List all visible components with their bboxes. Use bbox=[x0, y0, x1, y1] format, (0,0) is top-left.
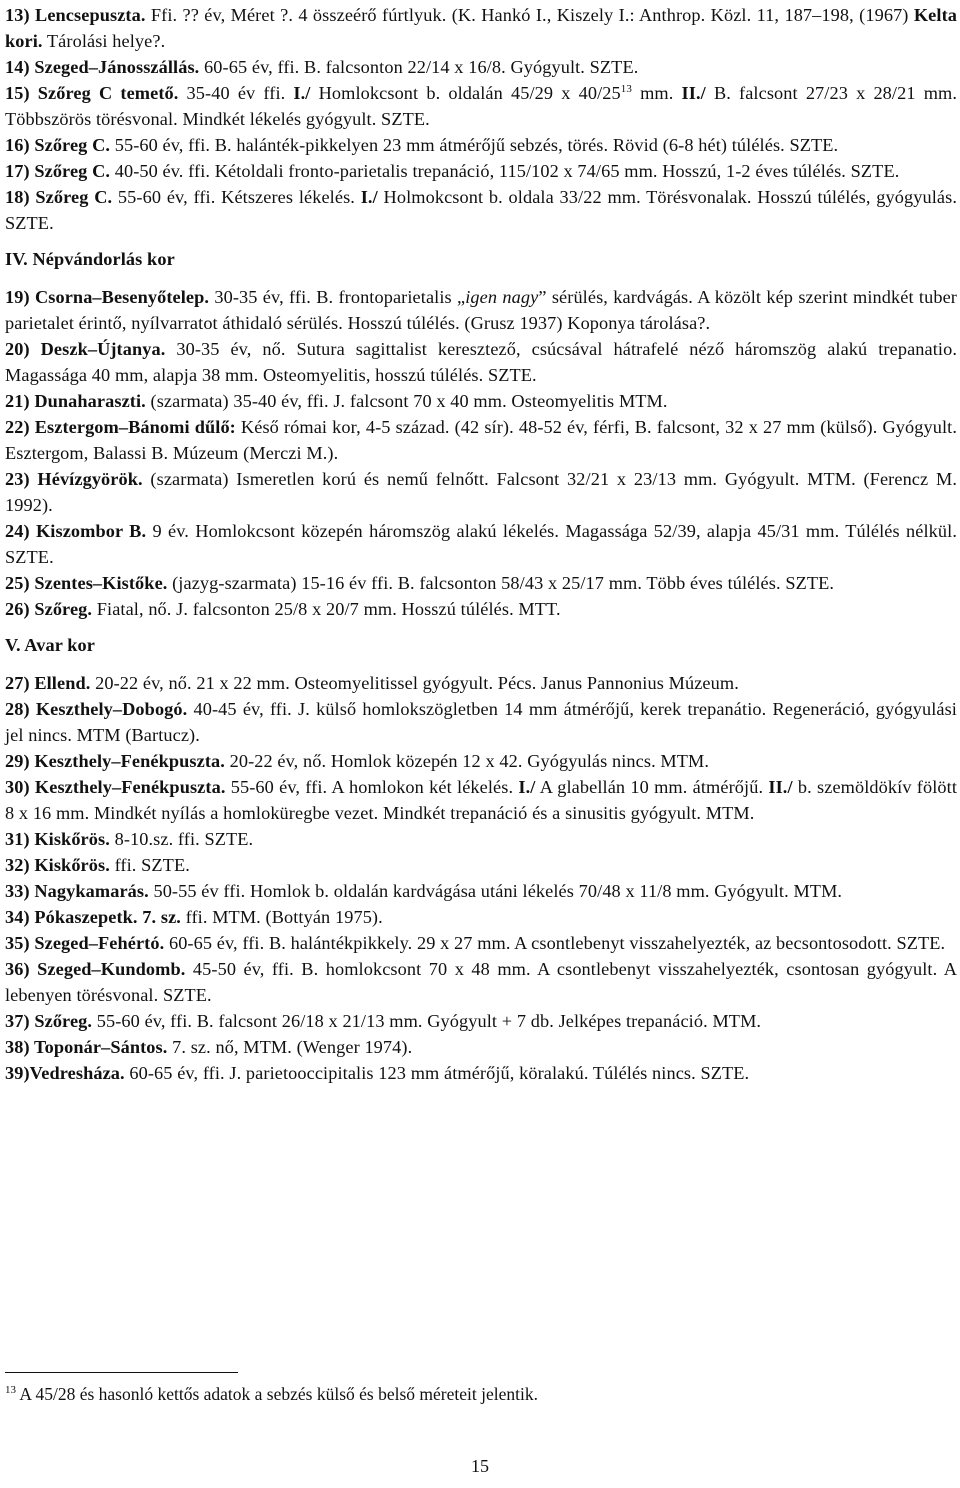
entry-24 bbox=[5, 518, 957, 570]
entry-heading: 20) Deszk–Újtanya. bbox=[5, 339, 166, 359]
footnote-divider bbox=[5, 1372, 238, 1373]
entry-text: 60-65 év, ffi. J. parietooccipitalis 123 mm átmérőjű, köralakú. Túlélés nincs. SZTE. bbox=[124, 1063, 750, 1083]
page-content bbox=[5, 2, 957, 1086]
entry-heading: 14) Szeged–Jánosszállás. bbox=[5, 57, 200, 77]
entry-heading: 35) Szeged–Fehértó. bbox=[5, 933, 165, 953]
entry-text: 55-60 év, ffi. Kétszeres lékelés. bbox=[112, 187, 361, 207]
entry-31 bbox=[5, 826, 957, 852]
entry-heading: 23) Hévízgyörök. bbox=[5, 469, 143, 489]
entry-text: 55-60 év, ffi. B. halánték-pikkelyen 23 mm átmérőjű sebzés, törés. Rövid (6-8 hét) túlélés. SZTE. bbox=[110, 135, 839, 155]
entry-heading: 29) Keszthely–Fenékpuszta. bbox=[5, 751, 225, 771]
entry-text: 20-22 év, nő. 21 x 22 mm. Osteomyelitissel gyógyult. Pécs. Janus Pannonius Múzeum. bbox=[90, 673, 739, 693]
entry-20 bbox=[5, 336, 957, 388]
entry-marker: II./ bbox=[681, 83, 706, 103]
entry-19 bbox=[5, 284, 957, 336]
entry-36 bbox=[5, 956, 957, 1008]
entry-text: (szarmata) Ismeretlen korú és nemű felnőtt. Falcsont 32/21 x 23/13 mm. Gyógyult. MTM. (Ferencz M. 1992). bbox=[5, 469, 957, 515]
entry-heading: 34) Pókaszepetk. 7. sz. bbox=[5, 907, 181, 927]
entry-heading: 31) Kiskőrös. bbox=[5, 829, 110, 849]
page-number: 15 bbox=[471, 1456, 489, 1476]
entry-heading: 13) Lencsepuszta. bbox=[5, 5, 146, 25]
entry-text: (szarmata) 35-40 év, ffi. J. falcsont 70 x 40 mm. Osteomyelitis MTM. bbox=[145, 391, 668, 411]
entry-text: 20-22 év, nő. Homlok közepén 12 x 42. Gyógyulás nincs. MTM. bbox=[224, 751, 710, 771]
entry-text: 50-55 év ffi. Homlok b. oldalán kardvágása utáni lékelés 70/48 x 11/8 mm. Gyógyult. MTM. bbox=[148, 881, 843, 901]
entry-marker: II./ bbox=[768, 777, 793, 797]
entry-heading: 18) Szőreg C. bbox=[5, 187, 113, 207]
footnote-text: A 45/28 és hasonló kettős adatok a sebzés külső és belső méreteit jelentik. bbox=[16, 1384, 538, 1404]
entry-text: 55-60 év, ffi. B. falcsont 26/18 x 21/13 mm. Gyógyult + 7 db. Jelképes trepanáció. MTM. bbox=[92, 1011, 762, 1031]
entry-text: ffi. MTM. (Bottyán 1975). bbox=[180, 907, 383, 927]
entry-heading: 26) Szőreg. bbox=[5, 599, 93, 619]
entry-text: 7. sz. nő, MTM. (Wenger 1974). bbox=[167, 1037, 413, 1057]
entry-marker: I./ bbox=[518, 777, 536, 797]
entry-text: 30-35 év, ffi. B. frontoparietalis „ bbox=[209, 287, 466, 307]
entry-39 bbox=[5, 1060, 957, 1086]
entry-text-mid2: mm. bbox=[631, 83, 682, 103]
entry-text-mid: A glabellán 10 mm. átmérőjű. bbox=[535, 777, 769, 797]
entry-heading: 39)Vedresháza. bbox=[5, 1063, 125, 1083]
entry-text: 40-45 év, ffi. J. külső homlokszögletben 14 mm átmérőjű, kerek trepanátio. Regeneráció, gyógyulási jel nincs. MTM (Bartucz). bbox=[5, 699, 957, 745]
section-heading-v: V. Avar kor bbox=[5, 635, 95, 655]
entry-heading: 37) Szőreg. bbox=[5, 1011, 93, 1031]
entry-text: 40-50 év. ffi. Kétoldali fronto-parietalis trepanáció, 115/102 x 74/65 mm. Hosszú, 1-2 éves túlélés. SZTE. bbox=[110, 161, 900, 181]
entry-marker: I./ bbox=[360, 187, 378, 207]
entry-heading: 38) Toponár–Sántos. bbox=[5, 1037, 168, 1057]
entry-text-tail: b. szemöldökív fölött 8 x 16 mm. Mindkét nyílás a homloküregbe vezet. Mindkét trepanáció és a sinusitis gyógyult. MTM. bbox=[5, 777, 958, 823]
entry-25 bbox=[5, 570, 957, 596]
entry-text-tail: Tárolási helye?. bbox=[42, 31, 166, 51]
entry-35 bbox=[5, 930, 957, 956]
entry-heading: 16) Szőreg C. bbox=[5, 135, 111, 155]
entry-text-tail: B. falcsont 27/23 x 28/21 mm. Többszörös törésvonal. Mindkét lékelés gyógyult. SZTE. bbox=[5, 83, 958, 129]
entry-text: 60-65 év, ffi. B. falcsonton 22/14 x 16/8. Gyógyult. SZTE. bbox=[199, 57, 639, 77]
entry-text: 55-60 év, ffi. A homlokon két lékelés. bbox=[225, 777, 519, 797]
entry-16 bbox=[5, 132, 957, 158]
entry-30 bbox=[5, 774, 957, 826]
entry-text: 9 év. Homlokcsont közepén háromszög alakú lékelés. Magassága 52/39, alapja 45/31 mm. Túlélés nélkül. SZTE. bbox=[5, 521, 957, 567]
entry-text: Fiatal, nő. J. falcsonton 25/8 x 20/7 mm. Hosszú túlélés. MTT. bbox=[92, 599, 561, 619]
entry-marker: I./ bbox=[293, 83, 311, 103]
entry-period: Kelta kori. bbox=[5, 5, 958, 51]
entry-heading: 25) Szentes–Kistőke. bbox=[5, 573, 168, 593]
entry-18 bbox=[5, 184, 957, 236]
entry-text-tail: Holmokcsont b. oldala 33/22 mm. Törésvonalak. Hosszú túlélés, gyógyulás. SZTE. bbox=[5, 187, 957, 233]
entry-text-mid: Homlokcsont b. oldalán 45/29 x 40/25 bbox=[310, 83, 621, 103]
entry-21 bbox=[5, 388, 957, 414]
footnote bbox=[5, 1382, 945, 1406]
entry-15 bbox=[5, 80, 957, 132]
entry-text: 45-50 év, ffi. B. homlokcsont 70 x 48 mm. A csontlebenyt visszahelyezték, csontosan gyógyult. A lebenyen törésvonal. SZTE. bbox=[5, 959, 958, 1005]
entry-text-tail: ” sérülés, kardvágás. A közölt kép szerint mindkét tuber parietalet érintő, nyílvarratot áthidaló sérülés. Hosszú túlélés. (Grusz 1937) Koponya tárolása?. bbox=[5, 287, 957, 333]
entry-27 bbox=[5, 670, 957, 696]
entry-heading: 22) Esztergom–Bánomi dűlő: bbox=[5, 417, 236, 437]
entry-heading: 21) Dunaharaszti. bbox=[5, 391, 146, 411]
entry-33 bbox=[5, 878, 957, 904]
entry-heading: 33) Nagykamarás. bbox=[5, 881, 149, 901]
entry-heading: 32) Kiskőrös. bbox=[5, 855, 110, 875]
entry-heading: 36) Szeged–Kundomb. bbox=[5, 959, 186, 979]
section-heading-iv: IV. Népvándorlás kor bbox=[5, 249, 175, 269]
entry-heading: 19) Csorna–Besenyőtelep. bbox=[5, 287, 210, 307]
entry-32 bbox=[5, 852, 957, 878]
entry-text: 60-65 év, ffi. B. halántékpikkely. 29 x 27 mm. A csontlebenyt visszahelyezték, az becsontosodott. SZTE. bbox=[164, 933, 946, 953]
entry-23 bbox=[5, 466, 957, 518]
entry-heading: 27) Ellend. bbox=[5, 673, 91, 693]
entry-28 bbox=[5, 696, 957, 748]
entry-17 bbox=[5, 158, 957, 184]
entry-13 bbox=[5, 2, 957, 54]
footnote-reference[interactable]: 13 bbox=[620, 82, 632, 95]
entry-heading: 30) Keszthely–Fenékpuszta. bbox=[5, 777, 226, 797]
entry-text: (jazyg-szarmata) 15-16 év ffi. B. falcsonton 58/43 x 25/17 mm. Több éves túlélés. SZTE. bbox=[167, 573, 835, 593]
entry-34 bbox=[5, 904, 957, 930]
entry-heading: 28) Keszthely–Dobogó. bbox=[5, 699, 188, 719]
entry-37 bbox=[5, 1008, 957, 1034]
entry-emphasis: igen nagy bbox=[465, 287, 539, 307]
footnote-mark: 13 bbox=[5, 1384, 16, 1397]
entry-heading: 17) Szőreg C. bbox=[5, 161, 111, 181]
entry-text: 30-35 év, nő. Sutura sagittalist keresztező, csúcsával hátrafelé néző háromszög alakú trepanatio. Magassága 40 mm, alapja 38 mm. Osteomyelitis, hosszú túlélés. SZTE. bbox=[5, 339, 958, 385]
entry-22 bbox=[5, 414, 957, 466]
entry-text: 8-10.sz. ffi. SZTE. bbox=[109, 829, 254, 849]
entry-heading: 24) Kiszombor B. bbox=[5, 521, 147, 541]
entry-38 bbox=[5, 1034, 957, 1060]
entry-text: Késő római kor, 4-5 század. (42 sír). 48-52 év, férfi, B. falcsont, 32 x 27 mm (külső). Gyógyult. Esztergom, Balassi B. Múzeum (Merczi M.). bbox=[5, 417, 957, 463]
entry-text: 35-40 év ffi. bbox=[178, 83, 294, 103]
entry-14 bbox=[5, 54, 957, 80]
entry-heading: 15) Szőreg C temető. bbox=[5, 83, 179, 103]
entry-text: Ffi. ?? év, Méret ?. 4 összeérő fúrtlyuk. (K. Hankó I., Kiszely I.: Anthrop. Közl. 11, 187–198, (1967) bbox=[145, 5, 914, 25]
entry-29 bbox=[5, 748, 957, 774]
entry-26 bbox=[5, 596, 957, 622]
entry-text: ffi. SZTE. bbox=[109, 855, 190, 875]
